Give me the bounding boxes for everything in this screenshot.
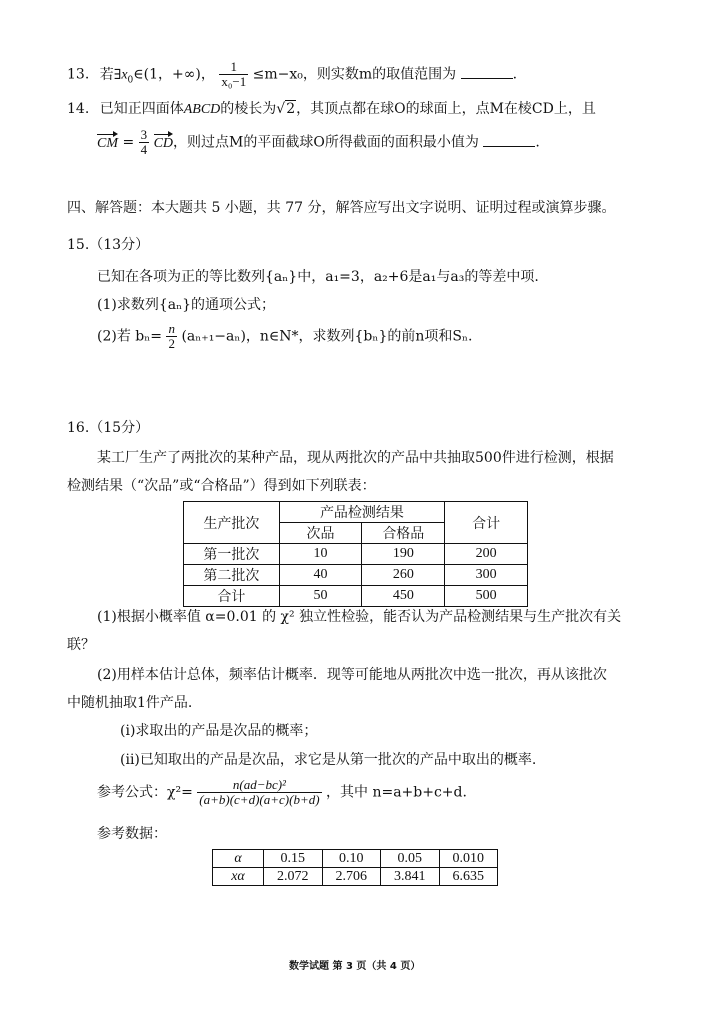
- q13-rel: ≤m−x₀，: [252, 66, 317, 83]
- reference-formula: [97, 778, 467, 807]
- reference-table: [212, 849, 498, 886]
- table-cell: 300: [445, 565, 528, 586]
- q14-line2: [97, 128, 540, 157]
- q13-text: 则实数m的取值范围为: [316, 66, 457, 83]
- table-cell: 0.010: [439, 850, 498, 868]
- q15-part2-b: (aₙ₊₁−aₙ)，n∈N*，求数列{bₙ}的前n项和Sₙ.: [181, 328, 473, 345]
- section-heading: 四、解答题：本大题共 5 小题，共 77 分，解答应写出文字说明、证明过程或演算步骤。: [67, 200, 616, 216]
- table-cell: 190: [362, 544, 445, 565]
- q14-fraction: [139, 128, 150, 157]
- q16-part2-a: (2)用样本估计总体，频率估计概率．现等可能地从两批次中选一批次，再从该批次: [97, 667, 607, 683]
- table-cell: 0.15: [264, 850, 323, 868]
- q14-eq: =: [122, 134, 135, 151]
- q14-vector-cm: CM: [97, 135, 118, 151]
- table-cell: 0.05: [381, 850, 440, 868]
- q15-fraction: [166, 322, 177, 351]
- x-alpha-symbol: xα: [231, 868, 245, 884]
- q14-number: 14.: [67, 101, 90, 117]
- table-row: [213, 850, 498, 868]
- page-footer: 数学试题 第 3 页（共 4 页）: [289, 961, 421, 972]
- table-cell: 第一批次: [184, 544, 280, 565]
- reference-data-label: 参考数据：: [97, 826, 167, 842]
- table-cell: 200: [445, 544, 528, 565]
- table-row: [213, 868, 498, 886]
- table-cell: 50: [279, 586, 362, 607]
- table-row: [184, 565, 528, 586]
- table-cell: 10: [279, 544, 362, 565]
- q14-sqrt: 2: [286, 101, 296, 117]
- q16-part1-a: (1)根据小概率值 α=0.01 的 χ² 独立性检验，能否认为产品检测结果与生产批次有关: [97, 609, 622, 625]
- q14-frac-den: 4: [140, 142, 148, 157]
- q13-answer-blank: [461, 64, 513, 79]
- q14-end: .: [535, 134, 540, 151]
- q13-fraction: [219, 60, 248, 89]
- q15-frac-den: 2: [168, 336, 175, 351]
- table-cell: 260: [362, 565, 445, 586]
- th-defect: 次品: [279, 523, 362, 544]
- th-pass: 合格品: [362, 523, 445, 544]
- q13-prefix: 若∃: [99, 66, 122, 83]
- th-batch: 生产批次: [184, 502, 280, 544]
- q14-frac-num: 3: [140, 127, 148, 142]
- table-cell: [213, 850, 264, 868]
- q15-part2: [97, 322, 472, 351]
- q13-x0: x: [121, 67, 128, 83]
- q15-header: 15.（13分）: [67, 237, 150, 253]
- q16-stem-1: 某工厂生产了两批次的某种产品，现从两批次的产品中共抽取500件进行检测，根据: [97, 450, 614, 466]
- table-cell: 0.10: [322, 850, 381, 868]
- th-result: 产品检测结果: [279, 502, 445, 523]
- q14-line1: 14. 已知正四面体ABCD的棱长为√2，其顶点都在球O的球面上，点M在棱CD上，且: [67, 101, 596, 117]
- q16-part2-b: 中随机抽取1件产品.: [67, 695, 193, 711]
- q15-part1: (1)求数列{aₙ}的通项公式；: [97, 297, 276, 313]
- q14-text2: ，则过点M的平面截球O所得截面的面积最小值为: [173, 134, 479, 151]
- q13-frac-num: 1: [219, 60, 248, 75]
- q14-text1c: ，其顶点都在球O的球面上，点M在棱CD上，且: [296, 101, 596, 117]
- table-cell: 450: [362, 586, 445, 607]
- q16-sub-ii: (ⅱ)已知取出的产品是次品，求它是从第一批次的产品中取出的概率.: [120, 752, 537, 768]
- q14-abcd: ABCD: [183, 102, 221, 117]
- q14-text1b: 的棱长为: [220, 101, 277, 117]
- table-cell: 500: [445, 586, 528, 607]
- table-cell: 2.706: [322, 868, 381, 886]
- q13: [67, 60, 517, 89]
- table-row: [184, 544, 528, 565]
- q14-answer-blank: [483, 132, 535, 147]
- table-cell: 40: [279, 565, 362, 586]
- table-cell: 合计: [184, 586, 280, 607]
- q15-stem: 已知在各项为正的等比数列{aₙ}中，a₁=3，a₂+6是a₁与a₃的等差中项.: [97, 269, 539, 285]
- q16-stem-2: 检测结果（“次品”或“合格品”）得到如下列联表：: [67, 478, 376, 494]
- table-cell: 2.072: [264, 868, 323, 886]
- q13-end: .: [512, 66, 518, 83]
- q15-part2-a: (2)若 bₙ=: [97, 328, 163, 345]
- formula-tail: ，其中 n=a+b+c+d.: [326, 784, 467, 801]
- q13-sub0: 0: [127, 75, 134, 86]
- formula-numerator: n(ad−bc)²: [197, 778, 321, 793]
- alpha-symbol: α: [234, 850, 242, 866]
- q13-number: 13.: [67, 66, 90, 83]
- table-cell: 第二批次: [184, 565, 280, 586]
- q16-header: 16.（15分）: [67, 420, 150, 436]
- table-cell: [213, 868, 264, 886]
- table-row: [184, 586, 528, 607]
- q16-part1-b: 联？: [67, 637, 95, 653]
- q14-text1a: 已知正四面体: [99, 101, 184, 117]
- table-cell: 6.635: [439, 868, 498, 886]
- formula-denominator: (a+b)(c+d)(a+c)(b+d): [199, 792, 320, 807]
- chi-square-fraction: [197, 778, 321, 807]
- table-cell: 3.841: [381, 868, 440, 886]
- q16-sub-i: (ⅰ)求取出的产品是次品的概率；: [120, 723, 318, 739]
- q15-frac-num: n: [168, 321, 175, 336]
- q13-domain: ∈(1，+∞)，: [133, 66, 215, 83]
- th-total: 合计: [445, 502, 528, 544]
- q13-frac-den: x₀−1: [221, 74, 247, 89]
- contingency-table: [183, 501, 528, 607]
- formula-label: 参考公式：χ²=: [97, 784, 193, 801]
- q14-vector-cd: CD: [153, 135, 174, 151]
